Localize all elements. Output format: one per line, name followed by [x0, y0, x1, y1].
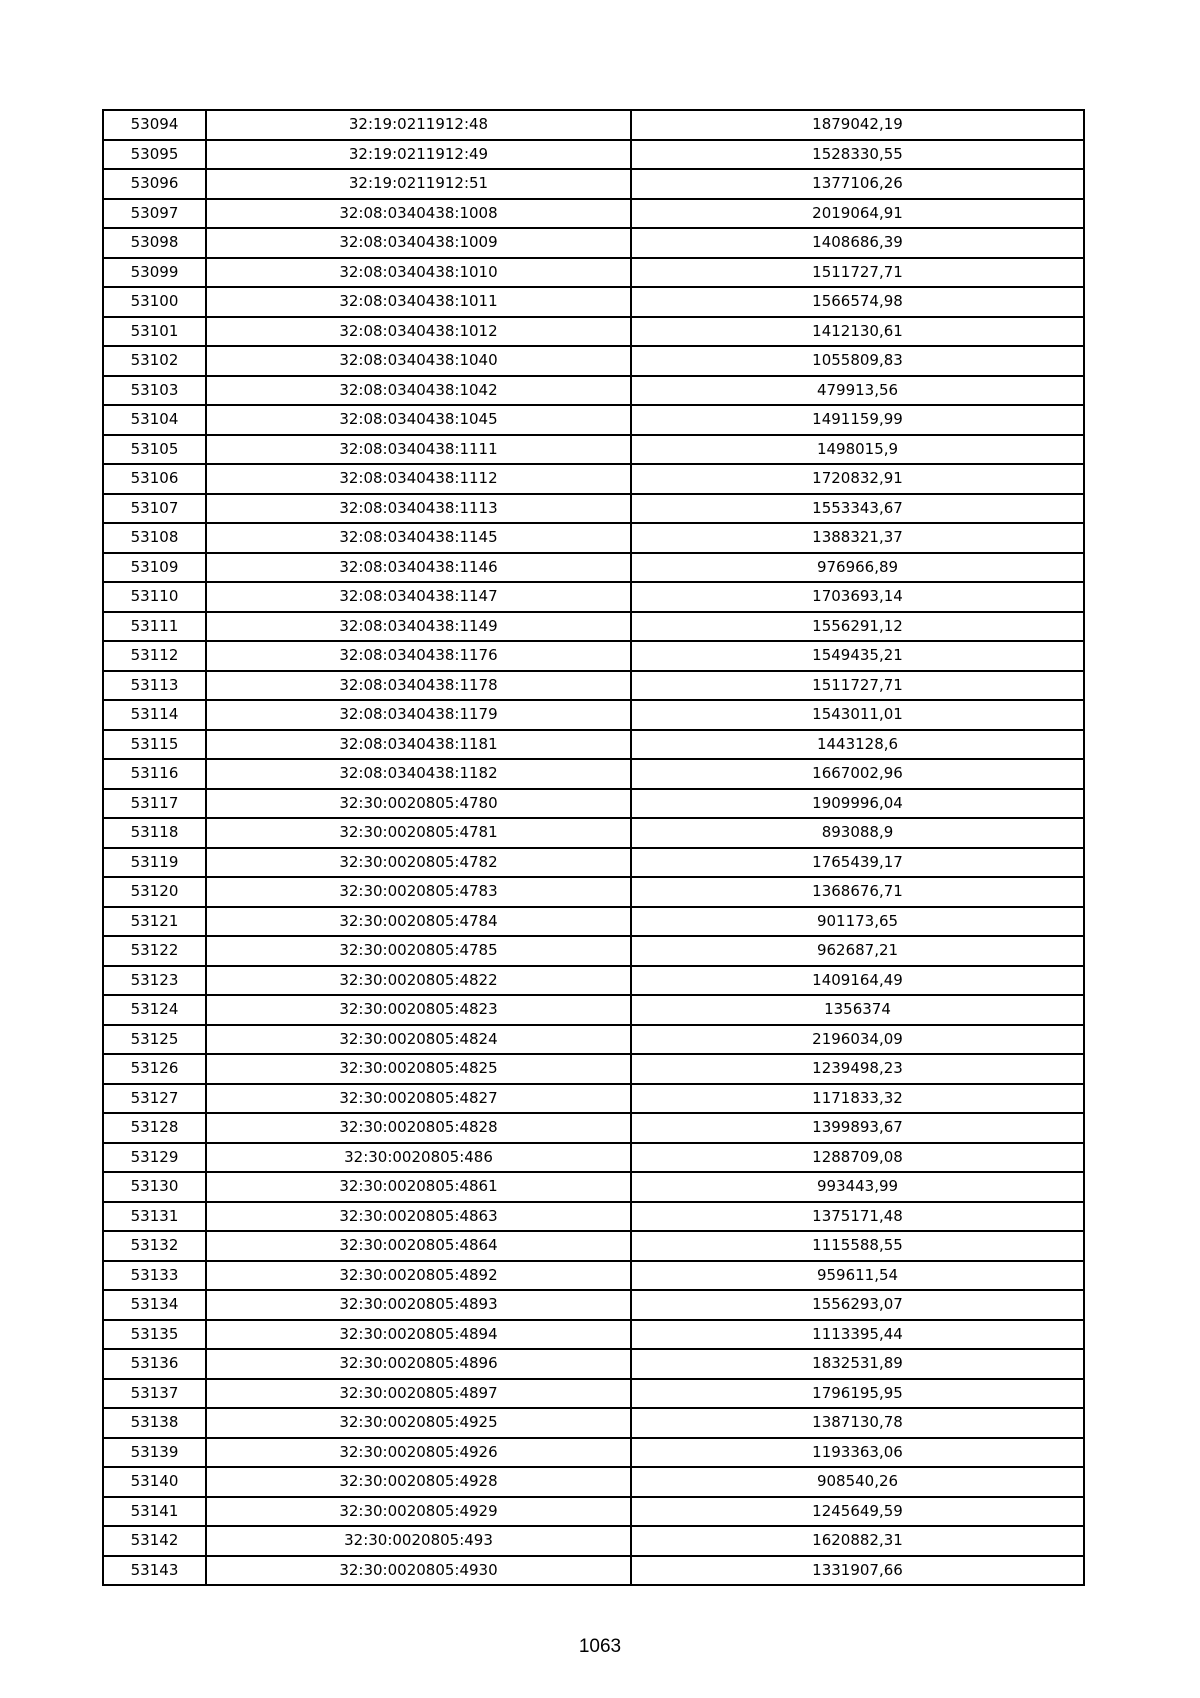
cadastral-number-cell: 32:30:0020805:4897	[206, 1379, 631, 1409]
cadastral-number-cell: 32:08:0340438:1178	[206, 671, 631, 701]
cadastral-number-cell: 32:30:0020805:4782	[206, 848, 631, 878]
value-cell: 1055809,83	[631, 346, 1084, 376]
table-row	[103, 287, 1084, 317]
table-row	[103, 1025, 1084, 1055]
value-cell: 1239498,23	[631, 1054, 1084, 1084]
value-cell: 1443128,6	[631, 730, 1084, 760]
table-row	[103, 612, 1084, 642]
cadastral-number-cell: 32:08:0340438:1112	[206, 464, 631, 494]
table-row	[103, 700, 1084, 730]
value-cell: 1412130,61	[631, 317, 1084, 347]
table-row	[103, 1408, 1084, 1438]
row-number-cell: 53095	[103, 140, 206, 170]
cadastral-number-cell: 32:08:0340438:1040	[206, 346, 631, 376]
value-cell: 1556291,12	[631, 612, 1084, 642]
cadastral-number-cell: 32:08:0340438:1045	[206, 405, 631, 435]
row-number-cell: 53140	[103, 1467, 206, 1497]
table-body	[103, 110, 1084, 1585]
row-number-cell: 53104	[103, 405, 206, 435]
value-cell: 2196034,09	[631, 1025, 1084, 1055]
cadastral-number-cell: 32:08:0340438:1146	[206, 553, 631, 583]
cadastral-number-cell: 32:30:0020805:4893	[206, 1290, 631, 1320]
value-cell: 1113395,44	[631, 1320, 1084, 1350]
table-row	[103, 1172, 1084, 1202]
row-number-cell: 53101	[103, 317, 206, 347]
cadastral-number-cell: 32:08:0340438:1176	[206, 641, 631, 671]
row-number-cell: 53135	[103, 1320, 206, 1350]
row-number-cell: 53094	[103, 110, 206, 140]
row-number-cell: 53120	[103, 877, 206, 907]
table-row	[103, 818, 1084, 848]
table-row	[103, 877, 1084, 907]
table-row	[103, 553, 1084, 583]
table-row	[103, 789, 1084, 819]
row-number-cell: 53098	[103, 228, 206, 258]
table-row	[103, 907, 1084, 937]
row-number-cell: 53118	[103, 818, 206, 848]
cadastral-number-cell: 32:08:0340438:1145	[206, 523, 631, 553]
value-cell: 1703693,14	[631, 582, 1084, 612]
value-cell: 1368676,71	[631, 877, 1084, 907]
table-row	[103, 1261, 1084, 1291]
cadastral-number-cell: 32:19:0211912:51	[206, 169, 631, 199]
row-number-cell: 53133	[103, 1261, 206, 1291]
cadastral-number-cell: 32:30:0020805:4828	[206, 1113, 631, 1143]
table-row	[103, 346, 1084, 376]
page-number: 1063	[578, 1636, 622, 1657]
row-number-cell: 53096	[103, 169, 206, 199]
value-cell: 893088,9	[631, 818, 1084, 848]
row-number-cell: 53110	[103, 582, 206, 612]
row-number-cell: 53141	[103, 1497, 206, 1527]
row-number-cell: 53113	[103, 671, 206, 701]
value-cell: 962687,21	[631, 936, 1084, 966]
table-row	[103, 1143, 1084, 1173]
row-number-cell: 53138	[103, 1408, 206, 1438]
row-number-cell: 53109	[103, 553, 206, 583]
cadastral-number-cell: 32:08:0340438:1149	[206, 612, 631, 642]
row-number-cell: 53122	[103, 936, 206, 966]
row-number-cell: 53114	[103, 700, 206, 730]
value-cell: 1796195,95	[631, 1379, 1084, 1409]
value-cell: 976966,89	[631, 553, 1084, 583]
table-row	[103, 435, 1084, 465]
cadastral-number-cell: 32:30:0020805:4928	[206, 1467, 631, 1497]
value-cell: 1620882,31	[631, 1526, 1084, 1556]
value-cell: 1408686,39	[631, 228, 1084, 258]
table-row	[103, 494, 1084, 524]
table-row	[103, 848, 1084, 878]
table-row	[103, 258, 1084, 288]
table-row	[103, 376, 1084, 406]
value-cell: 1879042,19	[631, 110, 1084, 140]
row-number-cell: 53102	[103, 346, 206, 376]
cadastral-number-cell: 32:08:0340438:1008	[206, 199, 631, 229]
value-cell: 1115588,55	[631, 1231, 1084, 1261]
table-row	[103, 523, 1084, 553]
row-number-cell: 53142	[103, 1526, 206, 1556]
table-row	[103, 730, 1084, 760]
value-cell: 1549435,21	[631, 641, 1084, 671]
row-number-cell: 53099	[103, 258, 206, 288]
row-number-cell: 53130	[103, 1172, 206, 1202]
value-cell: 1375171,48	[631, 1202, 1084, 1232]
cadastral-number-cell: 32:30:0020805:4785	[206, 936, 631, 966]
table-row	[103, 1438, 1084, 1468]
table-row	[103, 169, 1084, 199]
row-number-cell: 53137	[103, 1379, 206, 1409]
cadastral-number-cell: 32:08:0340438:1009	[206, 228, 631, 258]
value-cell: 1491159,99	[631, 405, 1084, 435]
table-row	[103, 936, 1084, 966]
table-row	[103, 1349, 1084, 1379]
row-number-cell: 53115	[103, 730, 206, 760]
row-number-cell: 53125	[103, 1025, 206, 1055]
cadastral-number-cell: 32:30:0020805:4926	[206, 1438, 631, 1468]
table-row	[103, 464, 1084, 494]
table-row	[103, 405, 1084, 435]
row-number-cell: 53126	[103, 1054, 206, 1084]
value-cell: 1288709,08	[631, 1143, 1084, 1173]
cadastral-number-cell: 32:30:0020805:4783	[206, 877, 631, 907]
table-row	[103, 1467, 1084, 1497]
cadastral-number-cell: 32:08:0340438:1012	[206, 317, 631, 347]
row-number-cell: 53132	[103, 1231, 206, 1261]
cadastral-number-cell: 32:30:0020805:4825	[206, 1054, 631, 1084]
cadastral-number-cell: 32:19:0211912:49	[206, 140, 631, 170]
cadastral-number-cell: 32:08:0340438:1179	[206, 700, 631, 730]
cadastral-number-cell: 32:30:0020805:4822	[206, 966, 631, 996]
value-cell: 908540,26	[631, 1467, 1084, 1497]
row-number-cell: 53097	[103, 199, 206, 229]
value-cell: 1528330,55	[631, 140, 1084, 170]
row-number-cell: 53143	[103, 1556, 206, 1586]
row-number-cell: 53134	[103, 1290, 206, 1320]
table-row	[103, 199, 1084, 229]
cadastral-number-cell: 32:30:0020805:4892	[206, 1261, 631, 1291]
row-number-cell: 53139	[103, 1438, 206, 1468]
row-number-cell: 53112	[103, 641, 206, 671]
table-row	[103, 228, 1084, 258]
row-number-cell: 53131	[103, 1202, 206, 1232]
cadastral-number-cell: 32:30:0020805:4823	[206, 995, 631, 1025]
value-cell: 1566574,98	[631, 287, 1084, 317]
value-cell: 1765439,17	[631, 848, 1084, 878]
cadastral-number-cell: 32:30:0020805:4784	[206, 907, 631, 937]
cadastral-number-cell: 32:30:0020805:4896	[206, 1349, 631, 1379]
data-table	[102, 109, 1085, 1586]
cadastral-number-cell: 32:08:0340438:1113	[206, 494, 631, 524]
table-row	[103, 1379, 1084, 1409]
value-cell: 1543011,01	[631, 700, 1084, 730]
value-cell: 1399893,67	[631, 1113, 1084, 1143]
cadastral-number-cell: 32:30:0020805:486	[206, 1143, 631, 1173]
row-number-cell: 53128	[103, 1113, 206, 1143]
cadastral-number-cell: 32:08:0340438:1181	[206, 730, 631, 760]
value-cell: 1832531,89	[631, 1349, 1084, 1379]
row-number-cell: 53117	[103, 789, 206, 819]
value-cell: 1171833,32	[631, 1084, 1084, 1114]
table-row	[103, 671, 1084, 701]
value-cell: 1667002,96	[631, 759, 1084, 789]
value-cell: 993443,99	[631, 1172, 1084, 1202]
row-number-cell: 53108	[103, 523, 206, 553]
value-cell: 1553343,67	[631, 494, 1084, 524]
table-row	[103, 759, 1084, 789]
table-row	[103, 1054, 1084, 1084]
table-row	[103, 1290, 1084, 1320]
value-cell: 1720832,91	[631, 464, 1084, 494]
cadastral-number-cell: 32:30:0020805:493	[206, 1526, 631, 1556]
value-cell: 959611,54	[631, 1261, 1084, 1291]
row-number-cell: 53123	[103, 966, 206, 996]
table-row	[103, 966, 1084, 996]
value-cell: 1511727,71	[631, 671, 1084, 701]
cadastral-number-cell: 32:30:0020805:4780	[206, 789, 631, 819]
value-cell: 1556293,07	[631, 1290, 1084, 1320]
cadastral-number-cell: 32:30:0020805:4824	[206, 1025, 631, 1055]
row-number-cell: 53106	[103, 464, 206, 494]
row-number-cell: 53111	[103, 612, 206, 642]
table-row	[103, 1084, 1084, 1114]
cadastral-number-cell: 32:08:0340438:1182	[206, 759, 631, 789]
table-row	[103, 1231, 1084, 1261]
value-cell: 1387130,78	[631, 1408, 1084, 1438]
row-number-cell: 53100	[103, 287, 206, 317]
value-cell: 1356374	[631, 995, 1084, 1025]
cadastral-number-cell: 32:30:0020805:4781	[206, 818, 631, 848]
row-number-cell: 53119	[103, 848, 206, 878]
table-row	[103, 582, 1084, 612]
row-number-cell: 53105	[103, 435, 206, 465]
table-row	[103, 1497, 1084, 1527]
value-cell: 1511727,71	[631, 258, 1084, 288]
cadastral-number-cell: 32:08:0340438:1011	[206, 287, 631, 317]
cadastral-number-cell: 32:19:0211912:48	[206, 110, 631, 140]
row-number-cell: 53127	[103, 1084, 206, 1114]
row-number-cell: 53107	[103, 494, 206, 524]
row-number-cell: 53136	[103, 1349, 206, 1379]
cadastral-number-cell: 32:30:0020805:4863	[206, 1202, 631, 1232]
value-cell: 901173,65	[631, 907, 1084, 937]
table-row	[103, 1202, 1084, 1232]
cadastral-number-cell: 32:30:0020805:4827	[206, 1084, 631, 1114]
row-number-cell: 53129	[103, 1143, 206, 1173]
table-row	[103, 110, 1084, 140]
table-row	[103, 1320, 1084, 1350]
cadastral-number-cell: 32:30:0020805:4861	[206, 1172, 631, 1202]
cadastral-number-cell: 32:08:0340438:1010	[206, 258, 631, 288]
table-row	[103, 140, 1084, 170]
cadastral-number-cell: 32:08:0340438:1111	[206, 435, 631, 465]
table-row	[103, 1556, 1084, 1586]
row-number-cell: 53103	[103, 376, 206, 406]
table-row	[103, 1526, 1084, 1556]
value-cell: 1909996,04	[631, 789, 1084, 819]
value-cell: 1498015,9	[631, 435, 1084, 465]
table-row	[103, 995, 1084, 1025]
cadastral-number-cell: 32:30:0020805:4930	[206, 1556, 631, 1586]
value-cell: 1331907,66	[631, 1556, 1084, 1586]
row-number-cell: 53124	[103, 995, 206, 1025]
cadastral-number-cell: 32:30:0020805:4929	[206, 1497, 631, 1527]
row-number-cell: 53116	[103, 759, 206, 789]
value-cell: 2019064,91	[631, 199, 1084, 229]
cadastral-number-cell: 32:08:0340438:1042	[206, 376, 631, 406]
value-cell: 479913,56	[631, 376, 1084, 406]
cadastral-number-cell: 32:30:0020805:4925	[206, 1408, 631, 1438]
cadastral-number-cell: 32:30:0020805:4894	[206, 1320, 631, 1350]
row-number-cell: 53121	[103, 907, 206, 937]
value-cell: 1193363,06	[631, 1438, 1084, 1468]
cadastral-number-cell: 32:08:0340438:1147	[206, 582, 631, 612]
value-cell: 1377106,26	[631, 169, 1084, 199]
value-cell: 1409164,49	[631, 966, 1084, 996]
table-row	[103, 641, 1084, 671]
value-cell: 1245649,59	[631, 1497, 1084, 1527]
value-cell: 1388321,37	[631, 523, 1084, 553]
table-row	[103, 317, 1084, 347]
table-row	[103, 1113, 1084, 1143]
cadastral-number-cell: 32:30:0020805:4864	[206, 1231, 631, 1261]
